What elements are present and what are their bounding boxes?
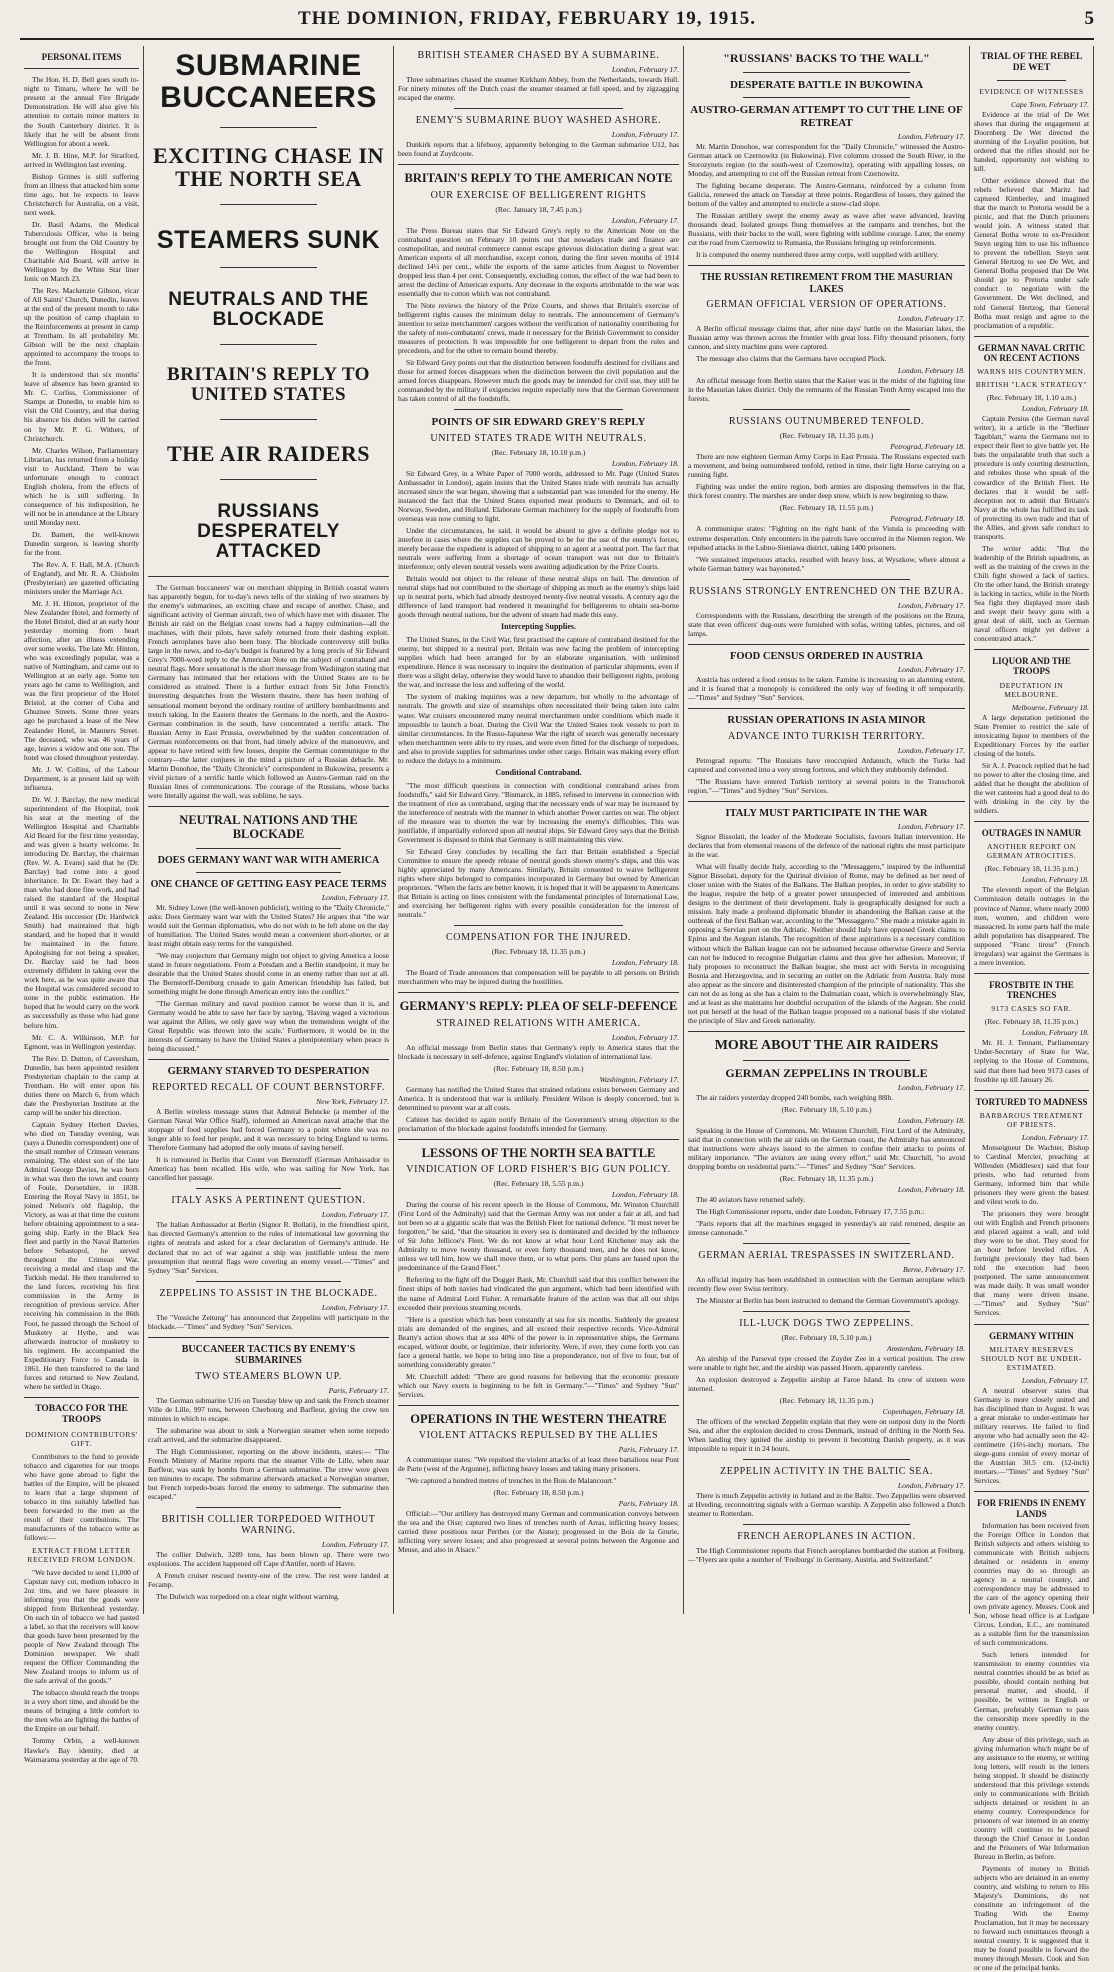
collier-body — [148, 1550, 389, 1601]
outnumbered-body-2 — [688, 524, 965, 572]
article-paragraph: The Italian Ambassador at Berlin (Signor R. Bollati), in the friendliest spirit, has directed Germany's attention to the rules of international law governing the rights of neutrals and asked for a clear declaration of Germany's attitude. He declared that no act of war against a ship was justifiable unless the mere presumption that neutral flags were covering an enemy vessel.—"Times" and Sydney "Sun" Services. — [148, 1220, 389, 1275]
article-paragraph: The Minister at Berlin has been instructed to demand the German Government's apology. — [696, 1296, 960, 1306]
frostbite-dateline: London, February 18. — [1021, 1028, 1089, 1038]
article-paragraph: "We sustained impetuous attacks, resulted with heavy loss, at Wyszkow, where almost a whole German battery was bayoneted." — [688, 554, 965, 573]
backs-to-wall-subheading-2: AUSTRO-GERMAN ATTEMPT TO CUT THE LINE OF RETREAT — [690, 104, 963, 130]
article-paragraph: "The most difficult questions in connection with conditional contraband arises from foodstuffs," said Sir Edward Grey. "Bismarck, in 1885, refused to intervene in connection with the treatment of rice as contraband, urging that the necessary ends of war may be increased by the interference of neutrals with the manner in which another Power carries on war. The object of the measure was to shorten the war by increasing the enemy's difficulties. This was justifiable, if impartially enforced upon all neutral ships. Sir Edward Grey says that the British Government is disposed to think that Germany is still maintaining this view. — [398, 780, 679, 844]
article-paragraph: Speaking in the House of Commons, Mr. Winston Churchill, First Lord of the Admiralty, said that in connection with the air raids on the German coast, the Admiralty has announced that instructions were always issued to the airmen to confine their attacks to points of military importance. "The aviators are using every effort," said Mr. Churchill, "to avoid dropping bombs on residential parts."—"Times" and Sydney "Sun" Services. — [688, 1125, 965, 1171]
namur-received: (Rec. February 18, 11.35 p.m.) — [984, 864, 1079, 874]
plea-body — [398, 1043, 679, 1061]
reply-dateline: London, February 17. — [611, 215, 679, 225]
article-paragraph: The air raiders yesterday dropped 240 bombs, each weighing 88lb. — [696, 1092, 894, 1102]
article-paragraph: The Board of Trade announces that compensation will be payable to all persons on British merchantmen who may be injured during the hostilities. — [398, 968, 679, 987]
buccaneer-tactics-subheading: TWO STEAMERS BLOWN UP. — [195, 1370, 342, 1382]
naval-critic-subheading-2: BRITISH "LACK STRATEGY" — [975, 380, 1088, 390]
article-paragraph: "Paris reports that all the machines engaged in yesterday's air raid returned, despite an intense cannonade." — [688, 1218, 965, 1237]
article-paragraph: Dr. Barnett, the well-known Dunedin surgeon, is leaving shortly for the front. — [24, 529, 139, 557]
article-paragraph: "We captured a hundred metres of trenches in the Bois de Malancourt." — [406, 1476, 617, 1486]
article-paragraph: Monseigneur De Wachter, Bishop to Cardinal Mercier, preaching at Willesden (Middlesex) said that four priests, who had returned from Germany, informed him that while prisoners they were given the basest and vilest work to do. — [974, 1142, 1089, 1207]
baltic-dateline: London, February 17. — [897, 1481, 965, 1491]
backs-to-wall-heading: "RUSSIANS' BACKS TO THE WALL" — [723, 51, 930, 65]
starved-dateline: New York, February 17. — [316, 1097, 389, 1107]
article-paragraph: The Rev. Mackenzie Gibson, vicar of All Saints' Church, Dunedin, leaves at the end of the present month to take up the position of camp chaplain to the Reinforcements at present in camp at Trentham. In all probability Mr. Gibson will be the next chaplain appointed to accompany the troops to the front. — [24, 286, 139, 368]
chased-dateline: London, February 17. — [611, 65, 679, 74]
lessons-body — [398, 1200, 679, 1399]
article-paragraph: "We may conjecture that Germany might not object to giving America a loose stand in future negotiations. From a Potsdam and a Berlin standpoint, it may be desirable that the United States should come in an enemy rather than not at all. The Bernstorff-Dernburg crusade to gain American friendship has failed, but something might be done through American entry into the conflict." — [148, 950, 389, 996]
buoy-dateline: London, February 17. — [611, 130, 679, 140]
air-raiders-subheading: GERMAN ZEPPELINS IN TROUBLE — [725, 1065, 928, 1080]
food-census-heading: FOOD CENSUS ORDERED IN AUSTRIA — [729, 650, 924, 662]
article-paragraph: During the course of his recent speech in the House of Commons, Mr. Winston Churchill (First Lord of the Admiralty) said that the German Army was not under a fair at all, and had not been so at a gigantic scale that was the British Fleet for national defence. "It must never be forgotten," he said, "that the situation in every sea is dominated and decided by the influence of Sir John Jellicoe's Fleet. We do not know at what hour Lord Kitchener may ask the Admiralty to move twenty thousand, or even forty thousand men, and he does not know, unless we tell him, how we shall move them, or to what ports. Our plans are based upon the predominance of the Grand Fleet." — [398, 1200, 679, 1273]
article-paragraph: Mr. J. H. Hinton, proprietor of the New Zealander Hotel, and formerly of the Hotel Bristol, died at an early hour yesterday morning from heart affection, after an illness extending over some weeks. The late Mr. Hinton, who was exceedingly popular, was a native of Nottingham, and came out to Wellington at an early age. Some ten years ago he came to Wellington, and was the first proprietor of the Hotel Bristol, at the corner of Cuba and Ghuznee Streets. Some three years ago he purchased a lease of the New Zealander Hotel, in Manners Street. The deceased, who was 46 years of age, leaves a widow and one son. The hotel was closed throughout yesterday. — [24, 599, 140, 762]
masurian-heading: THE RUSSIAN RETIREMENT FROM THE MASURIAN LAKES — [700, 272, 953, 295]
article-paragraph: A Berlin official message claims that, after nine days' battle on the Masurian lakes, the Russian army was thrown across the frontier with great loss. Fifty thousand prisoners, forty cannon, and sixty machine guns were captured. — [688, 324, 965, 352]
neutral-body — [148, 903, 389, 1054]
buoy-heading: ENEMY'S SUBMARINE BUOY WASHED ASHORE. — [415, 115, 662, 127]
compensation-heading: COMPENSATION FOR THE INJURED. — [445, 932, 631, 944]
bzura-heading: RUSSIANS STRONGLY ENTRENCHED ON THE BZURA. — [689, 585, 964, 597]
article-paragraph: Such letters intended for transmission to enemy countries via neutral countries should be as brief as possible, should contain nothing but personal matter, and should, if possible, be written in English or German, preferably German to pass the censorship more speedily in the enemy country. — [974, 1650, 1089, 1732]
food-census-body — [688, 675, 965, 702]
zeppelins-blockade-body — [148, 1313, 389, 1331]
reply-heading: BRITAIN'S REPLY TO THE AMERICAN NOTE — [404, 171, 673, 186]
frostbite-received: (Rec. February 18, 11.35 p.m.) — [984, 1017, 1079, 1027]
compensation-dateline: London, February 18. — [611, 958, 679, 968]
article-paragraph: An airship of the Parseval type crossed the Zuyder Zee in a vertical position. The crew were unable to right her, and the airship was passed Hoorn, apparently careless. — [688, 1354, 965, 1373]
baltic-heading: ZEPPELIN ACTIVITY IN THE BALTIC SEA. — [720, 1466, 933, 1478]
plea-body-2 — [398, 1085, 679, 1133]
ill-luck-received-2: (Rec. February 18, 11.35 p.m.) — [779, 1396, 874, 1406]
article-paragraph: The system of making inquiries was a new departure, but wholly to the advantage of neutrals. The growth and size of steamships often necessitated their being taken into calm water. War cruisers encountered many neutral merchantmen under conditions which made it impossible to launch a boat. During the Civil War the United States took vessels to port in similar circumstances. In the Russo-Japanese War the right of search was generally necessary when merchantmen were able to try ruses, and were even fitted for the discharge of torpedoes, and also to provide supplies for submarines under other cargo. Britain was making every effort to reduce the delays to a minimum. — [398, 692, 679, 765]
de-wet-heading: TRIAL OF THE REBEL DE WET — [980, 52, 1083, 73]
switzerland-body — [688, 1275, 965, 1305]
article-paragraph: "The Russians have entered Turkish territory at several points in the Transchorok region."—"Times" and Sydney "Sun" Services. — [688, 777, 965, 796]
article-paragraph: The Dulwich was torpedoed on a clear night without warning. — [156, 1592, 340, 1602]
intercepting-body — [398, 635, 679, 764]
article-paragraph: Sir Edward Grey points out that the distinction between foodstuffs destined for civilians and those for armed forces disappears when the distinction between the civil population and the armed forces disappears. However much the goods may be intended for civil use, they still be commanded by the military if exigencies require especially now that the German Government has taken control of all the foodstuffs. — [398, 357, 679, 404]
italy-war-body — [688, 832, 965, 1025]
plea-received: (Rec. February 18, 8.50 p.m.) — [493, 1063, 584, 1073]
article-paragraph: Bishop Grimes is still suffering from an illness that attacked him some time ago, but he expects to leave Christchurch for Australia, on a visit, next week. — [24, 171, 139, 217]
article-paragraph: The officers of the wrecked Zeppelin explain that they were on outpost duty in the North Sea, and after the explosion decided to cross Denmark, instead of drifting in the North Sea. When landing they ignited the airship to prevent it becoming Danish property, as it was impossible to repair it in 24 hours. — [688, 1417, 965, 1454]
bzura-dateline: London, February 17. — [897, 600, 965, 610]
article-paragraph: What will finally decide Italy, according to the "Messaggero," inspired by the influential Signor Bissolati, deputy for the Quirinal division of Rome, may be defined as her need of closer union with the States of the Balkans. The Balkan peoples, in order to give stability to the league, require the help of a greater power unsuspected of interested and ambitious designs to the detriment of their development. Italy is geographically designed for such a mission. Italy made a profound diplomatic blunder in abandoning the Balkan cause at the outbreak of the first Balkan war, according to the "Messaggero." She made a mistake again in opposing a Servian port on the Adriatic. Neither should Italy have opposed Greek claims to Epirus and the Aegean islands. The recognition of these aspirations is a necessary condition without which the Balkan league can not be subsumed because otherwise Greece and Servia can not be induced to recognise Bulgarian claims and thus give her adhesion. Moreover, if Italy proposes to reconstruct the Balkan league, she must act with Servia in recognising Bosnia and Herzegovina, and in securing an outlet on the Adriatic from Austria. Italy must also appear as the sincere and disinterested champion of the principle of nationality. This she can not do as long as she has a claim to the Dalmatian coast, which is overwhelmingly Slav, and at least as she maintains her doubtful occupation of the islands of the Aegean. She could not put herself at the head of the Balkan league proposed on a national basis if she violated the principle of Slav and Greek nationality. — [688, 862, 965, 1025]
naval-critic-subheading: WARNS HIS COUNTRYMEN. — [976, 367, 1087, 377]
collier-dateline: London, February 17. — [321, 1540, 389, 1549]
starved-subheading: REPORTED RECALL OF COUNT BERNSTORFF. — [151, 1082, 386, 1094]
article-paragraph: It is rumoured in Berlin that Count von Bernstorff (German Ambassador to America) has been recalled. His wife, who was sailing for New York, has cancelled her passage. — [148, 1155, 389, 1183]
germany-within-subheading: MILITARY RESERVES SHOULD NOT BE UNDER-ESTIMATED. — [980, 1344, 1083, 1372]
article-paragraph: Sir A. J. Peacock replied that he had no power to alter the closing time, and added that he thought the abolition of the wet canteens had a good deal to do with drinking in the city by the soldiers. — [974, 760, 1089, 816]
de-wet-dateline: Cape Town, February 17. — [1011, 99, 1089, 109]
italy-asks-dateline: London, February 17. — [321, 1210, 389, 1220]
ill-luck-dateline-2: Copenhagen, February 18. — [882, 1407, 965, 1417]
article-paragraph: There is much Zeppelin activity in Jutland and in the Baltic. Two Zeppelins were observed at Hveding, reconnoitring signals with a German warship. A Zeppelin also followed a Dutch steamer to Rotterdam. — [688, 1491, 965, 1519]
article-paragraph: It is computed the enemy numbered three army corps, well supplied with artillery. — [696, 250, 939, 260]
frostbite-body — [974, 1038, 1089, 1083]
chased-heading: BRITISH STEAMER CHASED BY A SUBMARINE. — [417, 50, 660, 61]
points-body — [398, 469, 679, 620]
tortured-dateline: London, February 17. — [1021, 1132, 1089, 1142]
masurian-dateline-2: London, February 18. — [897, 366, 965, 376]
outnumbered-received-2: (Rec. February 18, 11.55 p.m.) — [779, 503, 874, 513]
air-raiders-body — [688, 1093, 965, 1102]
switzerland-heading: GERMAN AERIAL TRESPASSES IN SWITZERLAND. — [698, 1249, 955, 1261]
article-paragraph: Mr. J. B. Hine, M.P. for Stratford, arrived in Wellington last evening. — [24, 150, 139, 169]
zeppelins-blockade-heading: ZEPPELINS TO ASSIST IN THE BLOCKADE. — [159, 1287, 378, 1299]
article-paragraph: A communique states: "We repulsed the violent attacks of at least three battalions near Pont de Parte (west of the Argonne), inflicting heavy losses and taking many prisoners. — [398, 1455, 679, 1474]
asia-minor-body — [688, 756, 965, 795]
article-paragraph: Any abuse of this privilege, such as giving information which might be of any assistance to the enemy, or writing long letters, will result in the letters being stopped. It should be distinctly understood that this privilege extends only to communications with British subjects detained or resident in an enemy country. Correspondence for prisoners of war interned in an enemy country will continue to be passed through the Chief Censor in London and the Prisoners of War Information Bureau in Berlin, as before. — [974, 1734, 1089, 1861]
plea-dateline: London, February 17. — [611, 1032, 679, 1042]
article-paragraph: Sir Edward Grey, in a White Paper of 7000 words, addressed to Mr. Page (United States Ambassador in London), again insists that the United States trade with neutrals has actually increased since the war began, showing that a substantial part was intended for the enemy. He instanced the fact that the United States exported meat products to Denmark, and oil to Norway, Sweden, and Holland. Elaborate German machinery for the supply of foodstuffs from overseas was now coming to light. — [398, 468, 679, 523]
neutral-nations-heading: NEUTRAL NATIONS AND THE BLOCKADE — [179, 812, 358, 842]
article-paragraph: It is understood that six months' leave of absence has been granted to Mr. C. Corliss, Commissioner of Stamps at Dunedin, to enable him to visit the Old Country, and that during his absence his duties will be carried on by Mr. P. G. Withers, of Christchurch. — [24, 370, 139, 443]
backs-to-wall-subheading: DESPERATE BATTLE IN BUKOWINA — [729, 78, 924, 91]
masurian-subheading: GERMAN OFFICIAL VERSION OF OPERATIONS. — [706, 299, 947, 311]
article-paragraph: The Hon. H. D. Bell goes south to-night to Timaru, where he will be present at the annual Fire Brigade Demonstration. He will also give his attention to certain minor matters in the South Canterbury district. It is likely that he will be absent from Wellington for about a week. — [24, 75, 139, 148]
air-raiders-dateline-3: London, February 18. — [897, 1184, 965, 1194]
operations-received: (Rec. February 18, 8.50 p.m.) — [493, 1488, 584, 1498]
masurian-body — [688, 324, 965, 363]
compensation-body — [398, 968, 679, 986]
headline-submarine-buccaneers: SUBMARINE BUCCANEERS — [160, 49, 377, 114]
article-paragraph: The "Vossiche Zeitung" has announced that Zeppelins will participate in the blockade.—"Times" and Sydney "Sun" Services. — [148, 1312, 389, 1331]
article-paragraph: The submarine was about to sink a Norwegian steamer when some torpedo craft arrived, and the submarine disappeared. — [148, 1425, 389, 1444]
points-heading: POINTS OF SIR EDWARD GREY'S REPLY — [431, 416, 646, 429]
lead-headlines — [148, 46, 389, 562]
air-raiders-body-2 — [688, 1126, 965, 1171]
compensation-received: (Rec. February 18, 11.35 p.m.) — [491, 947, 586, 957]
article-paragraph: The Russian artillery swept the enemy away as wave after wave advanced, leaving thousands dead. Isolated groups flung themselves at the ramparts and trenches, but the Russians, with their backs to the wall, were fighting with sublime courage. Later, the enemy cut the road from Czernowitz to Rumania, the Russians bringing up reinforcements. — [688, 210, 965, 248]
operations-subheading: VIOLENT ATTACKS REPULSED BY THE ALLIES — [418, 1430, 659, 1442]
starved-heading: GERMANY STARVED TO DESPERATION — [167, 1066, 370, 1078]
article-paragraph: Other evidence showed that the rebels believed that Maritz had captured Kimberley, and imagined that the march to Pretoria would be a picnic, and that the Dutch prisoners would join. A witness stated that General Botha wrote to ex-President Steyn urging him to use his influence to prevent the rebellion. Steyn sent General Hertzog to see De Wet, and General Botha proposed that De Wet should go to Pretoria under safe conduct to negotiate with the Government. De Wet declined, and told General Hertzog, that General Botha must resign and agree to the proclamation of a republic. — [974, 176, 1089, 330]
article-paragraph: "The German military and naval position cannot be worse than it is, and Germany would be able to save her face by saying, 'Having waged a victorious war against the Allies, we only gave way when the tremendous weight of the Great Republic was thrown into the scale.' Furthermore, it would be in the interests of Germany to have the United States a plenipotentiary when peace is being discussed." — [148, 998, 389, 1054]
operations-dateline: Paris, February 17. — [618, 1445, 679, 1455]
column-lead — [144, 46, 394, 1614]
article-paragraph: A communique states: "Fighting on the right bank of the Vistula is proceeding with extreme desperation. Only encounters in the patrols have occurred in the Niemen region. We repulsed attacks in the Lubno-Sieniawa district, taking 1400 prisoners. — [688, 524, 965, 552]
article-paragraph: A large deputation petitioned the State Premier to restrict the sale of intoxicating liquor to members of the Expeditionary Forces by the earlier closing of the hotels. — [974, 712, 1089, 758]
personal-items-body — [24, 75, 139, 1390]
frostbite-subheading: 9173 CASES SO FAR. — [991, 1004, 1072, 1014]
frostbite-heading: FROSTBITE IN THE TRENCHES — [989, 979, 1074, 1001]
lessons-dateline: London, February 18. — [611, 1190, 679, 1200]
points-received: (Rec. February 18, 10.10 p.m.) — [491, 447, 586, 457]
outnumbered-dateline: Petrograd, February 18. — [890, 442, 965, 452]
page-number: 5 — [1084, 8, 1094, 29]
article-paragraph: Captain Sydney Herbert Davies, who died on Tuesday evening, was (says a Dunedin correspondent) one of the small number of Crimean veterans remaining. The eldest son of the late Admiral George Davies, he was born in what was then the town and county of Foule, Dorsetshire, in 1838. Entering the Royal Navy in 1851, he joined Nelson's old flagship, the Victory, as was at that time the custom before obtaining appointment to a sea-going ship. Early in the Black Sea fleet and partly in the Naval Batteries before Sebastopol, he served throughout the Crimean War, receiving a medal and clasp and the Turkish medal. He then transferred to the land forces, receiving his first commission in the Army in recognition of previous service. After receiving his commission in the 86th Foot, he passed through the School of Musketry at Hythe, and was afterwards instructor of musketry to his regiment. He accompanied the Expeditionary Force to Canada in 1861. He then transferred to the land forces and returned to New Zealand, where he settled in Otago. — [24, 1119, 139, 1391]
masurian-body-2 — [688, 376, 965, 403]
article-paragraph: Official:—"Our artillery has destroyed many German and communication convoys between the sea and the Oise; captured two lines of trenches north of Arras, inflicting heavy losses; carried three positions near Perthes (or the Aisne); progressed in the Bois de la Grurie, inflicting very severe losses; and also progressed at several points between the Argonne and Meuse, and also in Alsace." — [398, 1509, 679, 1555]
buccaneer-tactics-dateline: Paris, February 17. — [328, 1385, 389, 1395]
ill-luck-heading: ILL-LUCK DOGS TWO ZEPPELINS. — [739, 1318, 914, 1330]
headline-russians-attacked: RUSSIANS DESPERATELY ATTACKED — [197, 501, 340, 563]
operations-heading: OPERATIONS IN THE WESTERN THEATRE — [410, 1411, 667, 1426]
article-paragraph: Under the circumstances, he said, it would be absurd to give a definite pledge not to interfere in cases where the supplies can be proved to be for the use of the enemy's forces, merely because the expedient is adopted of shipping to an agent at a neutral port. The fact that neutrals were suffering from a shortage of ocean transport was not due to Britain's interference; only eleven neutral vessels were awaiting adjudication by the Prize Courts. — [398, 525, 679, 572]
outnumbered-dateline-2: Petrograd, February 18. — [890, 514, 965, 524]
column-personal — [20, 46, 144, 1764]
article-paragraph: Britain would not object to the release of these neutral ships on bail. The detention of neutral ships had not contributed to the shortage of shipping as much as the enemy's ships laid up in neutral ports, which had already destroyed twenty-five neutral vessels. A century ago the difference of land transport had rendered it meaningful for belligerents to obtain sea-borne goods through neutral nations, but the advent of steam had made this easy. — [398, 574, 679, 620]
de-wet-body — [974, 110, 1089, 330]
namur-body — [974, 885, 1089, 966]
plea-subheading: STRAINED RELATIONS WITH AMERICA. — [436, 1017, 641, 1029]
article-paragraph: A Berlin wireless message states that Admiral Behncke (a member of the German Naval War Office Staff), informed an American naval attache that the stoppage of food supplies had forced Germany to a point where she was no longer able to feed her people, and it was necessary to bring England to terms. Therefore Germany had adopted the only means of saving herself. — [148, 1107, 389, 1153]
article-paragraph: The prisoners they were brought out with English and French prisoners and placed against a wall, and told they were to be shot. They stood for an hour before leveled rifles. A fortnight previously they had been told the execution had been postponed. The same announcement was made daily. It was small wonder that many were driven insane.—"Times" and Sydney "Sun" Services. — [974, 1209, 1089, 1318]
personal-items-heading: PERSONAL ITEMS — [41, 52, 122, 62]
buoy-body — [398, 140, 679, 158]
naval-critic-received: (Rec. February 18, 1.10 a.m.) — [986, 393, 1077, 403]
chased-body — [398, 75, 679, 102]
food-census-dateline: London, February 17. — [897, 664, 965, 674]
tobacco-heading: TOBACCO FOR THE TROOPS — [35, 1403, 128, 1425]
neutral-subheading-2: ONE CHANCE OF GETTING EASY PEACE TERMS — [150, 879, 387, 891]
intercepting-heading: Intercepting Supplies. — [501, 622, 576, 632]
air-raiders-body-3 — [688, 1195, 965, 1237]
tortured-heading: TORTURED TO MADNESS — [975, 1096, 1088, 1107]
article-paragraph: The High Commissioner reports that French aeroplanes bombarded the station at Freiburg.—"Flyers are quite a number of 'Freiburgs' in Germany, Austria, and Switzerland." — [688, 1546, 965, 1565]
article-paragraph: The writer adds: "But the leadership of the British squadrons, as well as the training of the crews in the Chili fight showed a lack of tactics. On the other hand, the British strategy is lacking in tactics, while in the North Sea fight they displayed more dash and swept their heavy guns with a great deal of skill, such as German naval officers might yet deliver a concentrated attack." — [974, 543, 1089, 644]
article-paragraph: Mr. Charles Wilson, Parliamentary Librarian, has returned from a holiday visit to Auckland. There he was unfortunate enough to contract English cholera, from the effects of which he is still suffering. In consequence of his indisposition, he will not be in attendance at the Library until Monday next. — [24, 445, 139, 527]
article-paragraph: Germany has notified the United States that strained relations exists between Germany and America. It is understood that war is unlikely. President Wilson is deeply concerned, but is determined to prevent war at all costs. — [398, 1084, 679, 1112]
article-paragraph: Cabinet has decided to again notify Britain of the Government's strong objection to the proclamation of the blockade against foodstuffs intended for Germany. — [398, 1114, 679, 1133]
article-paragraph: An official message from Berlin states that Germany's reply to America states that the blockade is necessary in self-defence, against England's violation of international law. — [398, 1042, 679, 1061]
liquor-heading: LIQUOR AND THE TROOPS — [992, 656, 1071, 677]
neutral-dateline: London, February 17. — [321, 892, 389, 902]
buccaneer-tactics-body — [148, 1396, 389, 1501]
baltic-body — [688, 1491, 965, 1518]
asia-minor-dateline: London, February 17. — [897, 745, 965, 755]
masthead — [20, 8, 1094, 40]
article-paragraph: A neutral observer states that Germany is more closely united and has disciplined than in August. It was a great mistake to under-estimate her military reserves. He failed to find anyone who had actually seen the 42-centimetre (16½-inch) mortars. The siege-guns consist of every mortar of the Austrian 30.5 cm. (12-inch) mortars.—"Times" and Sydney "Sun" Services. — [974, 1385, 1089, 1486]
air-raiders-received-2: (Rec. February 18, 11.35 p.m.) — [779, 1173, 874, 1183]
plea-heading: GERMANY'S REPLY: PLEA OF SELF-DEFENCE — [399, 999, 678, 1014]
outnumbered-body — [688, 452, 965, 500]
asia-minor-subheading: ADVANCE INTO TURKISH TERRITORY. — [728, 730, 925, 742]
reply-received: (Rec. January 18, 7.45 p.m.) — [495, 204, 582, 214]
italy-war-dateline: London, February 17. — [897, 822, 965, 832]
article-paragraph: Three submarines chased the steamer Kirkham Abbey, from the Netherlands, towards Hull. For ninety minutes off the Dutch coast the steamer steamed at full speed, and by zigzagging escaped the enemy. — [398, 75, 679, 103]
conditional-heading: Conditional Contraband. — [495, 767, 582, 777]
article-paragraph: Petrograd reports: "The Russians have reoccupied Ardanuch, which the Turks had captured and converted into a very strong fortress, and which they stubbornly defended. — [688, 755, 965, 774]
headline-britains-reply: BRITAIN'S REPLY TO UNITED STATES — [167, 364, 370, 406]
french-aeroplanes-body — [688, 1546, 965, 1564]
reply-body — [398, 226, 679, 404]
points-dateline: London, February 18. — [611, 458, 679, 468]
collier-heading: BRITISH COLLIER TORPEDOED WITHOUT WARNING. — [161, 1514, 376, 1536]
article-paragraph: The eleventh report of the Belgian Commission details outrages in the province of Namur, where nearly 2000 men, women, and children were massacred. In some parts half the male adult population has disappeared. The supposed "Franc tireur" (French irregulars) war against the Germans is a mere invention. — [974, 885, 1089, 967]
article-paragraph: Dunkirk reports that a lifebuoy, apparently belonging to the German submarine U12, has been found at Zuydcoote. — [398, 140, 679, 159]
air-raiders-dateline: London, February 17. — [897, 1082, 965, 1092]
air-raiders-received: (Rec. February 18, 5.10 p.m.) — [781, 1104, 872, 1114]
article-paragraph: Captain Persius (the German naval writer), in a article in the "Berliner Tageblatt," warns the Germans not to expect their fleet to give battle yet. He bats the unpalatable truth that such a procedure is only courting destruction, and rebukes those who speak of the cowardice of the British Fleet. He declares that it would be self-deception not to admit that Britain's Navy at the whole has fulfilled its task of protecting its own trade and that of the Allies, and given safe conduct to transports. — [974, 414, 1089, 541]
conditional-body — [398, 781, 679, 919]
starved-body — [148, 1107, 389, 1182]
article-paragraph: An official inquiry has been established in connection with the German aeroplane which recently flew over Swiss territory. — [688, 1274, 965, 1294]
article-paragraph: The High Commissioner, reporting on the above incidents, states:— "The French Ministry of Marine reports that the steamer Ville de Lille, when near Barfleur, was sunk by bombs from a German submarine. The crew were given ten minutes to escape. The submarine afterwards attacked a Norwegian steamer, but French torpedo-boats forced the enemy to submerge. The submarine then escaped." — [148, 1446, 389, 1501]
lessons-received: (Rec. February 18, 5.55 p.m.) — [493, 1179, 584, 1189]
neutral-subheading-1: DOES GERMANY WANT WAR WITH AMERICA — [157, 854, 380, 866]
article-paragraph: There are now eighteen German Army Corps in East Prussia. The Russians expected such a movement, and being outnumbered tenfold, retired in time, their light Horse carrying on a running fight. — [688, 452, 965, 480]
operations-body — [398, 1455, 679, 1485]
article-paragraph: The Note reviews the history of the Prize Courts, and shows that Britain's exercise of belligerent rights causes the minimum delay to neutrals. The announcement of Germany's intention to seize merchantmen' cargoes without the verification of nationality contributing for the safety of non-combatants' crews, made it necessary for the British Government to consider measures of protection. It was impossible for one belligerent to depart from the rules and precedents, and for the other to remain bound thereby. — [398, 300, 679, 355]
article-paragraph: Mr. Churchill added: "There are good reasons for believing that the economic pressure which our Navy exerts is beginning to be felt in Germany."—"Times" and Sydney "Sun" Services. — [398, 1371, 679, 1399]
germany-within-heading: GERMANY WITHIN — [989, 1330, 1074, 1341]
article-paragraph: Dr. Basil Adams, the Medical Tuberculosis Officer, who is being brought out from the Old Country by the Wellington Hospital and Charitable Aid Board, will arrive in Wellington by the White Star liner Ionic on March 23. — [24, 219, 139, 283]
column-blockade — [394, 46, 684, 1614]
article-paragraph: Mr. Martin Donohoe, war correspondent for the "Daily Chronicle," witnessed the Austro-German attack on Czernowitz (in Bukowina). Five columns crossed the South River, in the Storozynets region (to the south-west of Czernowitz), operating with appalling losses, on Monday, and attempting to cut off the Russian retreat from Czernowitz. — [688, 141, 965, 178]
air-raiders-heading: MORE ABOUT THE AIR RAIDERS — [714, 1037, 939, 1053]
liquor-subheading: DEPUTATION IN MELBOURNE. — [999, 680, 1064, 699]
article-paragraph: Evidence at the trial of De Wet shows that during the engagement at Doornberg De Wet directed the storming of the Loyalist position, but ordered that the rifles should not be handed, opportunity not wishing to kill. — [974, 109, 1089, 174]
italy-war-heading: ITALY MUST PARTICIPATE IN THE WAR — [725, 808, 928, 820]
lessons-heading: LESSONS OF THE NORTH SEA BATTLE — [421, 1145, 656, 1160]
article-paragraph: Mr. Sidney Lowe (the well-known publicist), writing to the "Daily Chronicle," asks: Does Germany want war with the United States? He argues that "the war would suit the German diplomatists, who do not wish to be left alone on the day of humiliation. The United States would mean a convenient short-shorter, or at least might obtain easy terms for the vanquished. — [148, 902, 389, 948]
reply-subheading: OUR EXERCISE OF BELLIGERENT RIGHTS — [430, 189, 647, 201]
article-paragraph: The High Commissioner reports, under date London, February 17, 7.55 p.m.: — [696, 1206, 925, 1216]
namur-subheading: ANOTHER REPORT ON GERMAN ATROCITIES. — [986, 842, 1077, 861]
extract-heading: EXTRACT FROM LETTER RECEIVED FROM LONDON. — [27, 1545, 136, 1564]
switzerland-dateline: Berne, February 17. — [903, 1264, 965, 1274]
article-paragraph: Austria has ordered a food census to be taken. Famine is increasing to an alarming extent, and it is feared that a monopoly is considered the only way of feeding it off temporarily.—"Times" and Sydney "Sun" Services. — [688, 674, 965, 702]
buccaneer-tactics-heading: BUCCANEER TACTICS BY ENEMY'S SUBMARINES — [181, 1343, 356, 1367]
operations-dateline-2: Paris, February 18. — [618, 1499, 679, 1509]
naval-critic-body — [974, 414, 1089, 643]
article-paragraph: "We have decided to send 11,000 of Capstan navy cut, medium tobacco in 2oz tins, and we have pleasure in informing you that the goods were shipped from Birkenhead yesterday. On each tin of tobacco we had pasted a label, so that the receivers will know that goods have been presented by the people of New Zealand through The Dominion newspaper. We shall request the Officer Commanding the New Zealand troops to inform us of the safe arrival of the goods." — [24, 1567, 139, 1686]
article-paragraph: "Here is a question which has been constantly at sea for six months. Suddenly the greatest trials are demanded of the engines, and all exceed their respective records. Vice-Admiral Beatty's action shows that at sea 40% of the power is in representative ships, the Germans escaped, without doubt, or legitimize, their inferiority. Were, if ever, they come forth you can face a general battle, we hope to bring into line a preponderance, not of five to four, but of something considerably greater." — [398, 1314, 679, 1369]
article-paragraph: The Rev. A. F. Hall, M.A. (Church of England), and Mr. R. A. Chisholm (Presbyterian) are gazetted officiating ministers under the Marriage Act. — [24, 559, 139, 597]
column-russia — [684, 46, 970, 1614]
article-paragraph: The fighting became desperate. The Austro-Germans, reinforced by a column from Galicia, renewed the attack on Tuesday at three points. Regardless of losses, they gained the bottom of the valley and attempted to encircle a snow-clad slope. — [688, 180, 965, 208]
extract-body — [24, 1568, 139, 1764]
tortured-body — [974, 1143, 1089, 1318]
article-paragraph: The message also claims that the Germans have occupied Plock. — [696, 354, 887, 364]
naval-critic-heading: GERMAN NAVAL CRITIC ON RECENT ACTIONS — [977, 342, 1086, 363]
article-paragraph: The United States, in the Civil War, first practised the capture of contraband destined for the enemy, but shipped to a neutral port. Britain was now facing the problem of intercepting supplies which had been arranged for by an elaborate organisation, with unlimited expenditure. Hence it was necessary to inquire the destination of particular shipments, even if there was a slight delay, otherwise they would have to abandon their belligerent rights, prolong the war, and increase the loss and suffering of the world. — [398, 635, 679, 690]
ill-luck-body — [688, 1354, 965, 1393]
ill-luck-dateline: Amsterdam, February 18. — [886, 1344, 965, 1354]
masurian-dateline: London, February 17. — [897, 314, 965, 324]
column-miscellany — [970, 46, 1094, 1972]
article-paragraph: An explosion destroyed a Zeppelin airship at Faroe Island. Its crew of sixteen were interned. — [688, 1375, 965, 1394]
tobacco-body — [24, 1452, 139, 1542]
tortured-subheading: BARBAROUS TREATMENT OF PRIESTS. — [979, 1110, 1084, 1129]
zeppelins-blockade-dateline: London, February 17. — [321, 1302, 389, 1312]
points-subheading: UNITED STATES TRADE WITH NEUTRALS. — [430, 432, 647, 444]
namur-heading: OUTRAGES IN NAMUR — [981, 828, 1082, 839]
headline-steamers-sunk: STEAMERS SUNK — [156, 226, 381, 255]
naval-critic-dateline: London, February 18. — [1021, 404, 1089, 414]
article-paragraph: Mr. C. A. Wilkinson, M.P. for Egmont, was in Wellington yesterday. — [24, 1032, 139, 1051]
italy-asks-heading: ITALY ASKS A PERTINENT QUESTION. — [171, 1195, 366, 1207]
article-paragraph: The 40 aviators have returned safely. — [696, 1194, 806, 1204]
outnumbered-heading: RUSSIANS OUTNUMBERED TENFOLD. — [728, 416, 925, 428]
namur-dateline: London, February 18. — [1021, 875, 1089, 885]
article-paragraph: Tommy Orbin, a well-known Hawke's Bay identity, died at Waimarama yesterday at the age of 70. — [24, 1736, 139, 1764]
plea-dateline-2: Washington, February 17. — [599, 1074, 679, 1084]
french-aeroplanes-heading: FRENCH AEROPLANES IN ACTION. — [737, 1531, 916, 1543]
headline-exciting-chase: EXCITING CHASE IN THE NORTH SEA — [153, 143, 384, 192]
article-paragraph: Contributors to the fund to provide tobacco and cigarettes for our troops who have gone abroad to fight the battles of the Empire, will be pleased to learn that a large shipment of tobacco in tins suitably labelled has been forwarded to the men as the result of their contributions. The manufacturers of the tobacco write as follows:— — [24, 1451, 139, 1542]
tobacco-subheading: DOMINION CONTRIBUTORS' GIFT. — [25, 1429, 138, 1448]
article-paragraph: The German buccaneers' war on merchant shipping in British coastal waters has apparently begun, for to-day's news tells of the sinking of two steamers by the enemy's submarines, an exciting chase and escape of another. Chase, and significant activity of German aircraft, two of which have met with disaster. The British air raid on the Belgian coast towns had a happy culmination—all the machines, with their pilots, have safely returned from their dashing exploit. French aeroplanes have also been busy. The blockade controversy still bulks large in the news, and to-day's budget is featured by a long precis of Sir Edward Grey's 7000-word reply to the American Note on the subject of contraband and neutral flags. More sensational is the short message from Washington stating that Germany has intimated that her relations with the United States are to be considered as strained. There is a further extract from Sir John French's interesting despatches from the Western theatre, there has been nothing of sensational moment beyond the ordinary routine of artillery bombardments and trench taking. In the Eastern theatre the Germans in the north, and the Austro-German combination in the south, have concentrated a terrific attack. The Russian Army in East Prussia, overwhelmed by the sudden concentration of German reinforcements on that front, had timely advice of the manoeuvre, and appear to have retired with few losses, despite the German communique to the contrary—the latter conjures in the mind a picture of a Russian debacle. Mr. Martin Donohoe, the "Daily Chronicle's" correspondent in Bukowina, presents a vivid picture of a terrific battle which followed an Austro-German raid on the Russian lines of communications. The courage of the Russians, whose backs were literally against the wall, was sublime, he says. — [148, 583, 389, 800]
article-paragraph: Fighting was under the entire region, both armies are disposing themselves in the flat, thick forest country. The marshes are under deep snow, which is now beginning to thaw. — [688, 482, 965, 501]
article-paragraph: A French cruiser rescued twenty-one of the crew. The rest were landed at Fecamp. — [148, 1571, 389, 1590]
lessons-subheading: VINDICATION OF LORD FISHER'S BIG GUN POLICY. — [406, 1164, 671, 1176]
germany-within-body — [974, 1386, 1089, 1485]
ill-luck-body-2 — [688, 1417, 965, 1453]
liquor-dateline: Melbourne, February 18. — [1011, 702, 1089, 712]
outnumbered-received: (Rec. February 18, 11.35 p.m.) — [779, 431, 874, 441]
article-paragraph: Sir Edward Grey concludes by recalling the fact that Britain established a Special Committee to ensure the speedy release of neutral goods shown enemy's ships, and this was highly appreciated by many Americans. Similarly, Britain consented to waive belligerent rights where ships belonged to companies incorporated in Germany but owned by American proprietors. "When the facts are better known, it is hoped that it will be apparent to Americans that Britain is acting on lines consistent with the fundamental principles of International Law, and exercising her belligerent rights with every possible consideration for the interest of neutrals." — [398, 846, 679, 920]
article-paragraph: Information has been received from the Foreign Office in London that British subjects and others wishing to communicate with British subjects detained or residents in enemy countries may do so through an agency in a neutral country, and correspondence may be addressed to the care of the agency opening their own private agency. Messrs. Cook and Son, whose head office is at Ludgate Circus, London, E.C., are nominated as a suitable firm for the transmission of such communications. — [974, 1520, 1089, 1648]
article-paragraph: Dr. W. J. Barclay, the new medical superintendent of the Hospital, took his seat at the meeting of the Wellington Hospital and Charitable Aid Board for the first time yesterday, and was given a hearty welcome. In introducing Dr. Barclay, the chairman (Rev. W. A. Evans) said that he (Dr. Barclay) had come into a good inheritance. In Dr. Ewart they had a man who had done fine work, and had raised the standard of the Hospital until it was second to none in New Zealand. His successor (Dr. Hardwick Smith) had maintained that high standard, and he hoped that it would be maintained in the future. Apologising for not being a speaker, Dr. Barclay said he had been extremely diffident in taking over the work here, as he was quite aware that the Hospital was considered second to none in the public estimation. He hoped that he would carry on the work as successfully as those who had gone before him. — [24, 794, 139, 1030]
article-paragraph: The tobacco should reach the troops in a very short time, and should be the means of bringing a little comfort to the men who are fighting the battles of the Empire on our behalf. — [24, 1688, 139, 1734]
masthead-title: THE DOMINION, FRIDAY, FEBRUARY 19, 1915. — [298, 8, 756, 29]
article-paragraph: The collier Dulwich, 3289 tons, has been blown up. There were two explosions. The accident happened off Cape d'Antifer, north of Havre. — [148, 1550, 389, 1569]
headline-air-raiders: THE AIR RAIDERS — [166, 441, 371, 467]
backs-to-wall-body — [688, 142, 965, 259]
operations-body-2 — [398, 1509, 679, 1554]
article-paragraph: Mr. H. J. Tennant, Parliamentary Under-Secretary of State for War, replying to the House of Commons, said that there had been 9173 cases of frostbite up till January 26. — [974, 1038, 1089, 1084]
article-paragraph: Correspondents with the Russians, describing the strength of the positions on the Bzura, state that even officers' dug-outs were furnished with sofas, writing tables, pictures, and oil lamps. — [688, 610, 965, 638]
article-paragraph: Referring to the fight off the Dogger Bank, Mr. Churchill said that this conflict between the finest ships of both navies had vindicated the gun argument, which had been identified with the name of Admiral Lord Fisher. A remarkable feature of the action was that all our ships exceeded their previous steaming records. — [398, 1275, 679, 1312]
article-paragraph: Payments of money to British subjects who are detained in an enemy country, and wishing to return to His Majesty's Dominions, do not constitute an infringement of the Trading With the Enemy Proclamation, but it may be necessary to forward such remittances through a neutral country. It is suggested that it may be found possible to forward the money through Messrs. Cook and Son or one of the principal banks. — [974, 1864, 1089, 1972]
headline-neutrals-blockade: NEUTRALS AND THE BLOCKADE — [168, 289, 369, 331]
asia-minor-heading: RUSSIAN OPERATIONS IN ASIA MINOR — [727, 714, 926, 726]
article-paragraph: Signor Bissolati, the leader of the Moderate Socialists, favours Italian intervention. He declares that from elemental reasons of the defence of the national rights she must participate in the war. — [688, 832, 965, 860]
article-paragraph: The Press Bureau states that Sir Edward Grey's reply to the American Note on the contraband question on February 10 points out that nowadays trade and finance are cosmopolitan, and neutral commerce cannot escape grievous dislocation during a great war. American exports of all merchandise, except cotton, during the first seven months of 1914 declined 14½ per cent., while the exports of the same articles from August to November dropped less than 4 per cent. Consequently, excluding cotton, the effect of the war had been to arrest the decline of American exports. Any decrease in the exports attributable to the war was essentially due to cotton which was not contraband. — [398, 225, 679, 298]
liquor-body — [974, 713, 1089, 815]
bzura-body — [688, 611, 965, 638]
article-paragraph: The German submarine U16 on Tuesday blew up and sank the French steamer Ville de Lille, 997 tons, between Cherbourg and Barfleur, giving the crew ten minutes in which to escape. — [148, 1395, 389, 1423]
ill-luck-received: (Rec. February 18, 5.10 p.m.) — [781, 1333, 872, 1343]
lead-summary-body — [148, 583, 389, 800]
friends-heading: FOR FRIENDS IN ENEMY LANDS — [977, 1498, 1086, 1519]
article-paragraph: Mr. J. W. Collins, of the Labour Department, is at present laid up with influenza. — [24, 764, 139, 792]
backs-to-wall-dateline: London, February 17. — [897, 131, 965, 141]
article-paragraph: The Rev. D. Dutton, of Caversham, Dunedin, has been appointed resident Presbyterian chaplain to the camp at Trentham. He will enter upon his duties there on March 6, from which date the Presbyterian Institute at the camp will be under his direction. — [24, 1053, 139, 1117]
italy-asks-body — [148, 1220, 389, 1274]
article-paragraph: An official message from Berlin states that the Kaiser was in the midst of the fighting line in the Masurian lakes district. Only the remnants of the Russian Tenth Army escaped into the forests. — [688, 376, 965, 404]
germany-within-dateline: London, February 17. — [1021, 1375, 1089, 1385]
air-raiders-dateline-2: London, February 18. — [897, 1115, 965, 1125]
de-wet-subheading: EVIDENCE OF WITNESSES — [979, 86, 1084, 96]
friends-body — [974, 1521, 1089, 1972]
